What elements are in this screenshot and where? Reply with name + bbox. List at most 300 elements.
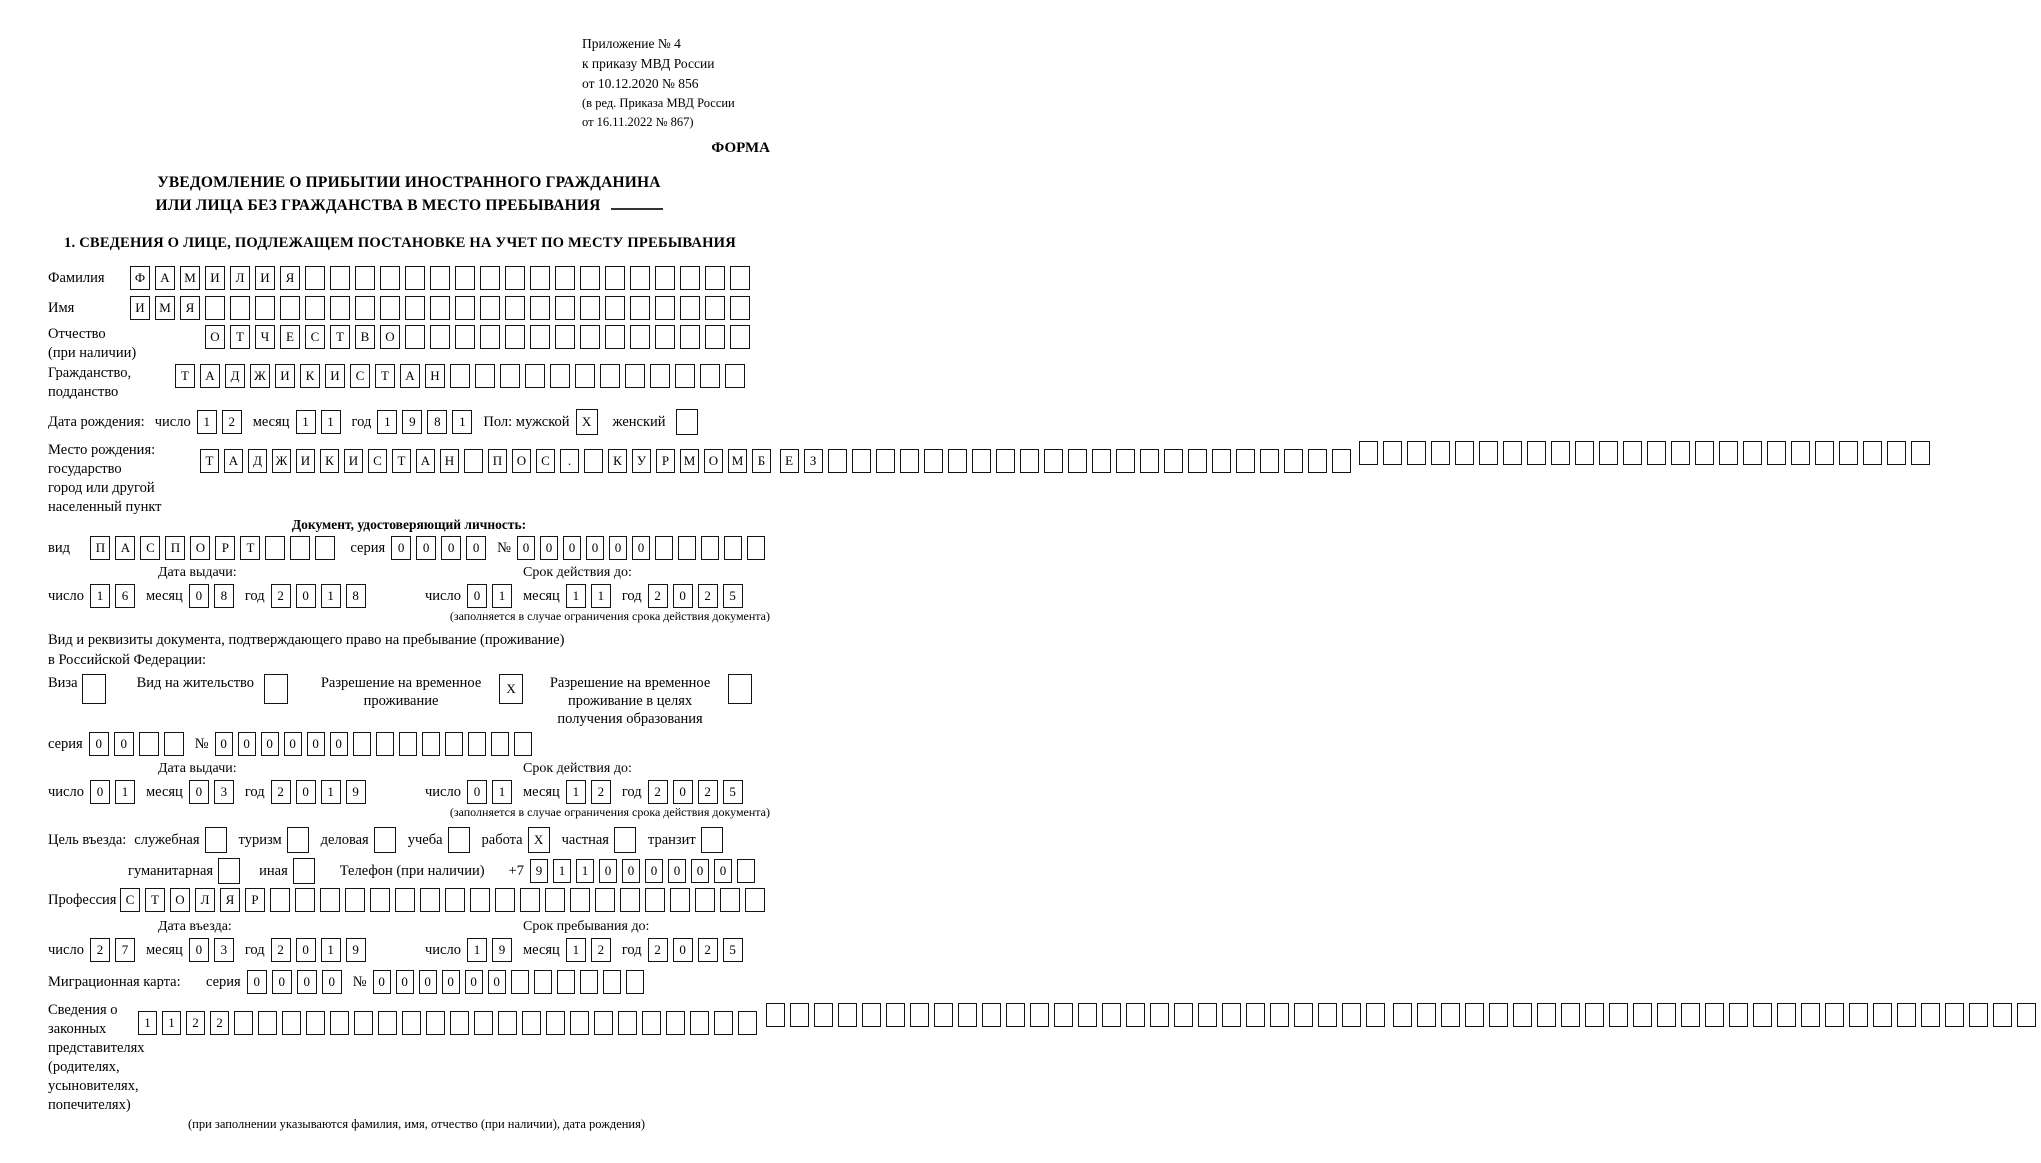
- char-cell[interactable]: [330, 266, 350, 290]
- char-cell[interactable]: 9: [346, 938, 366, 962]
- doc-issue-year-grid[interactable]: [271, 584, 371, 608]
- char-cell[interactable]: [1585, 1003, 1604, 1027]
- char-cell[interactable]: Т: [200, 449, 219, 473]
- char-cell[interactable]: 9: [402, 410, 422, 434]
- char-cell[interactable]: [645, 888, 665, 912]
- given-name-grid[interactable]: [130, 296, 755, 320]
- char-cell[interactable]: [701, 827, 723, 853]
- char-cell[interactable]: И: [205, 266, 225, 290]
- char-cell[interactable]: [714, 1011, 733, 1035]
- char-cell[interactable]: [1393, 1003, 1412, 1027]
- char-cell[interactable]: И: [130, 296, 150, 320]
- char-cell[interactable]: А: [155, 266, 175, 290]
- char-cell[interactable]: [1465, 1003, 1484, 1027]
- char-cell[interactable]: [1407, 441, 1426, 465]
- char-cell[interactable]: О: [205, 325, 225, 349]
- char-cell[interactable]: С: [536, 449, 555, 473]
- char-cell[interactable]: 3: [214, 938, 234, 962]
- char-cell[interactable]: [814, 1003, 833, 1027]
- char-cell[interactable]: [1383, 441, 1402, 465]
- char-cell[interactable]: [584, 449, 603, 473]
- char-cell[interactable]: 9: [346, 780, 366, 804]
- char-cell[interactable]: [655, 266, 675, 290]
- char-cell[interactable]: С: [368, 449, 387, 473]
- char-cell[interactable]: А: [416, 449, 435, 473]
- char-cell[interactable]: [705, 296, 725, 320]
- char-cell[interactable]: [642, 1011, 661, 1035]
- char-cell[interactable]: Ф: [130, 266, 150, 290]
- char-cell[interactable]: [838, 1003, 857, 1027]
- char-cell[interactable]: К: [608, 449, 627, 473]
- char-cell[interactable]: [353, 732, 371, 756]
- char-cell[interactable]: X: [528, 827, 550, 853]
- char-cell[interactable]: Т: [375, 364, 395, 388]
- char-cell[interactable]: [306, 1011, 325, 1035]
- char-cell[interactable]: [675, 364, 695, 388]
- doc-kind-grid[interactable]: [90, 536, 340, 560]
- char-cell[interactable]: 0: [296, 780, 316, 804]
- doc-issue-day-grid[interactable]: [90, 584, 140, 608]
- char-cell[interactable]: [218, 858, 240, 884]
- doc-series-grid[interactable]: [391, 536, 491, 560]
- char-cell[interactable]: 1: [566, 584, 586, 608]
- residence-valid-year-grid[interactable]: [648, 780, 748, 804]
- char-cell[interactable]: [282, 1011, 301, 1035]
- char-cell[interactable]: 0: [189, 938, 209, 962]
- char-cell[interactable]: [594, 1011, 613, 1035]
- char-cell[interactable]: [455, 266, 475, 290]
- char-cell[interactable]: 0: [586, 536, 604, 560]
- char-cell[interactable]: [264, 674, 288, 704]
- char-cell[interactable]: 2: [90, 938, 110, 962]
- char-cell[interactable]: 1: [321, 584, 341, 608]
- char-cell[interactable]: [1006, 1003, 1025, 1027]
- char-cell[interactable]: 0: [466, 536, 486, 560]
- char-cell[interactable]: [1743, 441, 1762, 465]
- representatives-grid-row3[interactable]: [1393, 1003, 2041, 1027]
- char-cell[interactable]: Ж: [272, 449, 291, 473]
- char-cell[interactable]: [522, 1011, 541, 1035]
- char-cell[interactable]: 2: [698, 584, 718, 608]
- char-cell[interactable]: [530, 296, 550, 320]
- char-cell[interactable]: С: [305, 325, 325, 349]
- char-cell[interactable]: 1: [467, 938, 487, 962]
- char-cell[interactable]: [1513, 1003, 1532, 1027]
- char-cell[interactable]: [555, 296, 575, 320]
- char-cell[interactable]: [1561, 1003, 1580, 1027]
- char-cell[interactable]: [405, 325, 425, 349]
- purpose-business-checkbox[interactable]: [374, 827, 401, 853]
- char-cell[interactable]: [730, 296, 750, 320]
- char-cell[interactable]: И: [275, 364, 295, 388]
- char-cell[interactable]: [1044, 449, 1063, 473]
- char-cell[interactable]: М: [155, 296, 175, 320]
- char-cell[interactable]: 0: [307, 732, 325, 756]
- char-cell[interactable]: [205, 296, 225, 320]
- char-cell[interactable]: [1455, 441, 1474, 465]
- char-cell[interactable]: Р: [656, 449, 675, 473]
- char-cell[interactable]: [603, 970, 621, 994]
- char-cell[interactable]: [630, 325, 650, 349]
- char-cell[interactable]: [618, 1011, 637, 1035]
- char-cell[interactable]: [1417, 1003, 1436, 1027]
- char-cell[interactable]: [600, 364, 620, 388]
- purpose-humanitarian-checkbox[interactable]: [218, 858, 245, 884]
- char-cell[interactable]: [790, 1003, 809, 1027]
- char-cell[interactable]: [996, 449, 1015, 473]
- char-cell[interactable]: [680, 325, 700, 349]
- char-cell[interactable]: 1: [321, 938, 341, 962]
- phone-grid[interactable]: [530, 859, 760, 883]
- char-cell[interactable]: [205, 827, 227, 853]
- char-cell[interactable]: [402, 1011, 421, 1035]
- char-cell[interactable]: [862, 1003, 881, 1027]
- char-cell[interactable]: [470, 888, 490, 912]
- char-cell[interactable]: 1: [197, 410, 217, 434]
- char-cell[interactable]: 2: [648, 938, 668, 962]
- char-cell[interactable]: [1212, 449, 1231, 473]
- char-cell[interactable]: [376, 732, 394, 756]
- char-cell[interactable]: 0: [668, 859, 686, 883]
- char-cell[interactable]: 9: [530, 859, 548, 883]
- char-cell[interactable]: В: [355, 325, 375, 349]
- char-cell[interactable]: 0: [442, 970, 460, 994]
- char-cell[interactable]: [480, 266, 500, 290]
- char-cell[interactable]: [1911, 441, 1930, 465]
- char-cell[interactable]: [655, 536, 673, 560]
- char-cell[interactable]: [320, 888, 340, 912]
- residence-valid-month-grid[interactable]: [566, 780, 616, 804]
- char-cell[interactable]: 0: [396, 970, 414, 994]
- char-cell[interactable]: [1030, 1003, 1049, 1027]
- migration-series-grid[interactable]: [247, 970, 347, 994]
- char-cell[interactable]: [557, 970, 575, 994]
- char-cell[interactable]: 1: [115, 780, 135, 804]
- char-cell[interactable]: [580, 296, 600, 320]
- char-cell[interactable]: [666, 1011, 685, 1035]
- char-cell[interactable]: 0: [465, 970, 483, 994]
- char-cell[interactable]: 1: [492, 780, 512, 804]
- char-cell[interactable]: [705, 266, 725, 290]
- purpose-study-checkbox[interactable]: [448, 827, 475, 853]
- char-cell[interactable]: С: [120, 888, 140, 912]
- char-cell[interactable]: [1359, 441, 1378, 465]
- char-cell[interactable]: Ж: [250, 364, 270, 388]
- char-cell[interactable]: [545, 888, 565, 912]
- char-cell[interactable]: И: [255, 266, 275, 290]
- char-cell[interactable]: [655, 296, 675, 320]
- char-cell[interactable]: [255, 296, 275, 320]
- char-cell[interactable]: [1236, 449, 1255, 473]
- sex-male-checkbox[interactable]: [576, 409, 603, 435]
- char-cell[interactable]: 0: [296, 938, 316, 962]
- char-cell[interactable]: [690, 1011, 709, 1035]
- char-cell[interactable]: [380, 266, 400, 290]
- char-cell[interactable]: 0: [467, 584, 487, 608]
- char-cell[interactable]: О: [512, 449, 531, 473]
- char-cell[interactable]: 2: [271, 938, 291, 962]
- char-cell[interactable]: [620, 888, 640, 912]
- char-cell[interactable]: [330, 296, 350, 320]
- char-cell[interactable]: Р: [245, 888, 265, 912]
- char-cell[interactable]: [972, 449, 991, 473]
- char-cell[interactable]: [1777, 1003, 1796, 1027]
- char-cell[interactable]: [445, 732, 463, 756]
- char-cell[interactable]: [1609, 1003, 1628, 1027]
- char-cell[interactable]: 0: [247, 970, 267, 994]
- char-cell[interactable]: 0: [90, 780, 110, 804]
- char-cell[interactable]: [1729, 1003, 1748, 1027]
- char-cell[interactable]: 0: [517, 536, 535, 560]
- char-cell[interactable]: [910, 1003, 929, 1027]
- char-cell[interactable]: [747, 536, 765, 560]
- char-cell[interactable]: [886, 1003, 905, 1027]
- char-cell[interactable]: [1945, 1003, 1964, 1027]
- purpose-official-checkbox[interactable]: [205, 827, 232, 853]
- char-cell[interactable]: [1695, 441, 1714, 465]
- stay-day-grid[interactable]: [467, 938, 517, 962]
- char-cell[interactable]: 1: [296, 410, 316, 434]
- char-cell[interactable]: [405, 296, 425, 320]
- char-cell[interactable]: 0: [238, 732, 256, 756]
- residence-issue-day-grid[interactable]: [90, 780, 140, 804]
- char-cell[interactable]: [700, 364, 720, 388]
- char-cell[interactable]: [934, 1003, 953, 1027]
- char-cell[interactable]: [1671, 441, 1690, 465]
- char-cell[interactable]: [737, 859, 755, 883]
- char-cell[interactable]: 2: [591, 938, 611, 962]
- char-cell[interactable]: [1537, 1003, 1556, 1027]
- char-cell[interactable]: [1527, 441, 1546, 465]
- char-cell[interactable]: 0: [691, 859, 709, 883]
- char-cell[interactable]: 1: [566, 938, 586, 962]
- char-cell[interactable]: [678, 536, 696, 560]
- char-cell[interactable]: [1332, 449, 1351, 473]
- char-cell[interactable]: [828, 449, 847, 473]
- char-cell[interactable]: 1: [162, 1011, 181, 1035]
- char-cell[interactable]: [570, 1011, 589, 1035]
- char-cell[interactable]: 0: [284, 732, 302, 756]
- char-cell[interactable]: [82, 674, 106, 704]
- char-cell[interactable]: [852, 449, 871, 473]
- char-cell[interactable]: [1054, 1003, 1073, 1027]
- char-cell[interactable]: [265, 536, 285, 560]
- char-cell[interactable]: [495, 888, 515, 912]
- char-cell[interactable]: 0: [391, 536, 411, 560]
- char-cell[interactable]: [1366, 1003, 1385, 1027]
- char-cell[interactable]: [464, 449, 483, 473]
- char-cell[interactable]: Б: [752, 449, 771, 473]
- char-cell[interactable]: [575, 364, 595, 388]
- char-cell[interactable]: [1633, 1003, 1652, 1027]
- char-cell[interactable]: [1863, 441, 1882, 465]
- doc-issue-month-grid[interactable]: [189, 584, 239, 608]
- char-cell[interactable]: [1150, 1003, 1169, 1027]
- char-cell[interactable]: [345, 888, 365, 912]
- char-cell[interactable]: [426, 1011, 445, 1035]
- purpose-other-checkbox[interactable]: [293, 858, 320, 884]
- char-cell[interactable]: [355, 296, 375, 320]
- char-cell[interactable]: 0: [89, 732, 109, 756]
- char-cell[interactable]: А: [115, 536, 135, 560]
- char-cell[interactable]: И: [325, 364, 345, 388]
- char-cell[interactable]: О: [704, 449, 723, 473]
- char-cell[interactable]: [480, 325, 500, 349]
- char-cell[interactable]: [546, 1011, 565, 1035]
- char-cell[interactable]: [1020, 449, 1039, 473]
- char-cell[interactable]: X: [499, 674, 523, 704]
- form-number-blank[interactable]: [611, 194, 663, 210]
- char-cell[interactable]: [630, 266, 650, 290]
- char-cell[interactable]: [448, 827, 470, 853]
- char-cell[interactable]: Д: [225, 364, 245, 388]
- char-cell[interactable]: 3: [214, 780, 234, 804]
- char-cell[interactable]: Я: [280, 266, 300, 290]
- residence-valid-day-grid[interactable]: [467, 780, 517, 804]
- char-cell[interactable]: [430, 325, 450, 349]
- char-cell[interactable]: И: [344, 449, 363, 473]
- char-cell[interactable]: X: [576, 409, 598, 435]
- char-cell[interactable]: [1126, 1003, 1145, 1027]
- char-cell[interactable]: [1969, 1003, 1988, 1027]
- char-cell[interactable]: 0: [609, 536, 627, 560]
- char-cell[interactable]: [475, 364, 495, 388]
- char-cell[interactable]: [1551, 441, 1570, 465]
- char-cell[interactable]: [1431, 441, 1450, 465]
- char-cell[interactable]: [1647, 441, 1666, 465]
- doc-number-grid[interactable]: [517, 536, 770, 560]
- char-cell[interactable]: 0: [540, 536, 558, 560]
- char-cell[interactable]: П: [90, 536, 110, 560]
- char-cell[interactable]: 0: [563, 536, 581, 560]
- residence-permit-checkbox[interactable]: [264, 674, 293, 704]
- char-cell[interactable]: 0: [645, 859, 663, 883]
- char-cell[interactable]: [1873, 1003, 1892, 1027]
- char-cell[interactable]: [580, 266, 600, 290]
- char-cell[interactable]: [1825, 1003, 1844, 1027]
- char-cell[interactable]: [900, 449, 919, 473]
- char-cell[interactable]: [505, 266, 525, 290]
- char-cell[interactable]: [315, 536, 335, 560]
- char-cell[interactable]: [370, 888, 390, 912]
- char-cell[interactable]: [1897, 1003, 1916, 1027]
- char-cell[interactable]: [1308, 449, 1327, 473]
- char-cell[interactable]: [1441, 1003, 1460, 1027]
- char-cell[interactable]: [1342, 1003, 1361, 1027]
- char-cell[interactable]: [595, 888, 615, 912]
- doc-valid-month-grid[interactable]: [566, 584, 616, 608]
- char-cell[interactable]: [355, 266, 375, 290]
- char-cell[interactable]: [605, 266, 625, 290]
- purpose-transit-checkbox[interactable]: [701, 827, 728, 853]
- char-cell[interactable]: [695, 888, 715, 912]
- char-cell[interactable]: 2: [591, 780, 611, 804]
- char-cell[interactable]: У: [632, 449, 651, 473]
- char-cell[interactable]: [555, 325, 575, 349]
- char-cell[interactable]: [2017, 1003, 2036, 1027]
- char-cell[interactable]: [258, 1011, 277, 1035]
- char-cell[interactable]: [1068, 449, 1087, 473]
- char-cell[interactable]: 0: [599, 859, 617, 883]
- char-cell[interactable]: 0: [322, 970, 342, 994]
- birth-day-grid[interactable]: [197, 410, 247, 434]
- char-cell[interactable]: 5: [723, 780, 743, 804]
- doc-valid-year-grid[interactable]: [648, 584, 748, 608]
- char-cell[interactable]: [405, 266, 425, 290]
- char-cell[interactable]: [164, 732, 184, 756]
- char-cell[interactable]: [1753, 1003, 1772, 1027]
- char-cell[interactable]: [1479, 441, 1498, 465]
- char-cell[interactable]: [430, 266, 450, 290]
- char-cell[interactable]: [450, 364, 470, 388]
- char-cell[interactable]: [958, 1003, 977, 1027]
- char-cell[interactable]: Л: [195, 888, 215, 912]
- char-cell[interactable]: [1921, 1003, 1940, 1027]
- char-cell[interactable]: [655, 325, 675, 349]
- char-cell[interactable]: [1260, 449, 1279, 473]
- birth-year-grid[interactable]: [377, 410, 477, 434]
- char-cell[interactable]: [511, 970, 529, 994]
- char-cell[interactable]: О: [190, 536, 210, 560]
- char-cell[interactable]: Т: [175, 364, 195, 388]
- char-cell[interactable]: Н: [440, 449, 459, 473]
- char-cell[interactable]: 0: [714, 859, 732, 883]
- char-cell[interactable]: [491, 732, 509, 756]
- char-cell[interactable]: 2: [271, 780, 291, 804]
- char-cell[interactable]: 1: [576, 859, 594, 883]
- char-cell[interactable]: [450, 1011, 469, 1035]
- char-cell[interactable]: [876, 449, 895, 473]
- char-cell[interactable]: Т: [145, 888, 165, 912]
- char-cell[interactable]: 9: [492, 938, 512, 962]
- char-cell[interactable]: [728, 674, 752, 704]
- char-cell[interactable]: [1222, 1003, 1241, 1027]
- char-cell[interactable]: [738, 1011, 757, 1035]
- char-cell[interactable]: Я: [220, 888, 240, 912]
- char-cell[interactable]: П: [165, 536, 185, 560]
- char-cell[interactable]: 0: [330, 732, 348, 756]
- char-cell[interactable]: 2: [698, 938, 718, 962]
- char-cell[interactable]: .: [560, 449, 579, 473]
- char-cell[interactable]: 0: [189, 780, 209, 804]
- char-cell[interactable]: 6: [115, 584, 135, 608]
- char-cell[interactable]: [605, 325, 625, 349]
- char-cell[interactable]: [295, 888, 315, 912]
- char-cell[interactable]: [270, 888, 290, 912]
- char-cell[interactable]: [1102, 1003, 1121, 1027]
- char-cell[interactable]: 0: [673, 938, 693, 962]
- char-cell[interactable]: [1791, 441, 1810, 465]
- entry-year-grid[interactable]: [271, 938, 371, 962]
- char-cell[interactable]: [570, 888, 590, 912]
- char-cell[interactable]: 0: [488, 970, 506, 994]
- char-cell[interactable]: [626, 970, 644, 994]
- char-cell[interactable]: Д: [248, 449, 267, 473]
- char-cell[interactable]: 8: [427, 410, 447, 434]
- char-cell[interactable]: [474, 1011, 493, 1035]
- char-cell[interactable]: 8: [214, 584, 234, 608]
- char-cell[interactable]: [580, 970, 598, 994]
- temp-residence-checkbox[interactable]: [499, 674, 528, 704]
- char-cell[interactable]: З: [804, 449, 823, 473]
- char-cell[interactable]: 0: [296, 584, 316, 608]
- char-cell[interactable]: [1623, 441, 1642, 465]
- char-cell[interactable]: [420, 888, 440, 912]
- char-cell[interactable]: [480, 296, 500, 320]
- char-cell[interactable]: [500, 364, 520, 388]
- char-cell[interactable]: П: [488, 449, 507, 473]
- char-cell[interactable]: 0: [467, 780, 487, 804]
